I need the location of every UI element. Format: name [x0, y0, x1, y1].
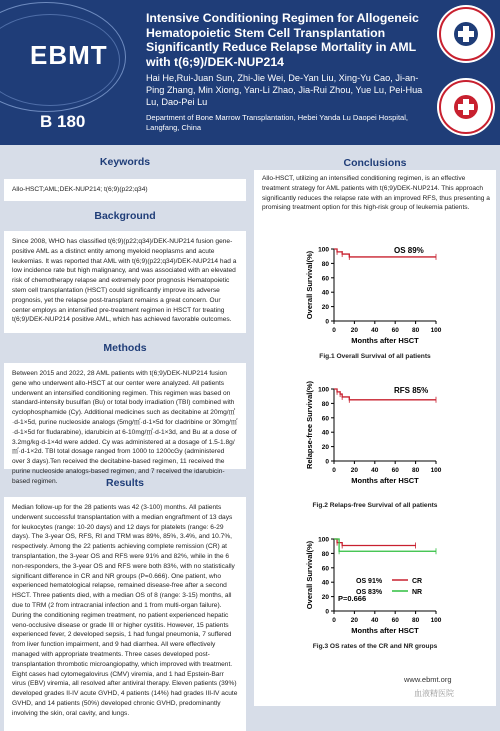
- y-axis-label: Overall Survival(%): [305, 250, 314, 320]
- series-line-0: [334, 539, 416, 545]
- conclusions-text: Allo-HSCT, utilizing an intensified conditioning regimen, is an effective treatment strategy for AML patients with t(6;9)/DEK-NUP214. This approach significantly reduces the relapse rate with an improved RFS, thus presenting a promising treatment option for this high-risk group of leukemia patients.: [262, 175, 490, 212]
- x-tick-label: 40: [371, 617, 379, 624]
- rfs-chart: [254, 375, 496, 500]
- x-tick-label: 60: [391, 617, 399, 624]
- x-tick-label: 0: [332, 327, 336, 334]
- institute-badge-icon: [437, 78, 495, 136]
- x-tick-label: 20: [350, 617, 359, 624]
- y-tick-label: 60: [321, 275, 329, 283]
- y-tick-label: 60: [321, 415, 329, 423]
- methods-text: Between 2015 and 2022, 28 AML patients with t(6;9)/DEK-NUP214 fusion gene who underwent allo-HSCT at our center were analyzed. All patients underwent an intensified conditioning regimen. This regimen was based on standard-intensity busulfan (Bu) or total body irradiation (TBI) combined with cyclophosphamide (Cy). Additional medicines such as decitabine at 20mg/㎡·d-1×5d, purine nucleoside analogs (5mg/㎡·d-1×5d for cladribine or 30mg/㎡·d-1×5d for fludarabine), idarubicin at 6-10mg/㎡·d-1×3d, and Bu at a dose of 3.2mg/kg·d-1×4d were added. Cy was administered at a dosage of 1.5-1.8g/㎡·d-1×2d. TBI total dosage ranged from 1000 to 1200cGy (administered over 3 days).Ten received the decitabine-based regimen, 11 received the purine nucleoside analogs-based regimen, and 7 received the idarubicin-based regimen.: [4, 363, 246, 469]
- x-tick-label: 80: [411, 467, 420, 474]
- x-tick-label: 40: [371, 327, 379, 334]
- y-tick-label: 100: [318, 386, 329, 394]
- x-tick-label: 60: [391, 327, 399, 334]
- legend-label: NR: [412, 589, 423, 596]
- y-tick-label: 0: [325, 318, 329, 326]
- medical-cross-icon: [454, 22, 478, 46]
- y-tick-label: 0: [325, 458, 329, 466]
- x-tick-label: 40: [371, 467, 379, 474]
- figure-3-caption: Fig.3 OS rates of the CR and NR groups: [312, 643, 438, 650]
- author-list: Hai He,Rui-Juan Sun, Zhi-Jie Wei, De-Yan Liu, Xing-Yu Cao, Ji-an-Ping Zhang, Min Xiong, Yan-Li Zhao, Jia-Rui Zhou, Yue Lu, Pei-Hua Lu, Dao-Pei Lu: [146, 73, 423, 107]
- y-tick-label: 40: [321, 579, 329, 587]
- cr-nr-os-chart: [254, 525, 496, 650]
- results-text: Median follow-up for the 28 patients was 42 (3-100) months. All patients underwent successful transplantation with a median engraftment of 13 days for leukocytes (range: 10-20 days) and 12 days for platelets (range: 6-29 days). The 3-year OS, RFS, RI and TRM was 89%, 85%, 3.4%, and 10.7%, respectively. Among the 22 patients achieving complete remission (CR) at transplantation, the 3-year OS and RFS were 91% and 82%, while in the 6 non-responders, the 3-year OS and RFS were both 83%, with no statistically significant difference in CR and NR groups (P=0.666). One patient, who experienced hematological relapse, remained disease-free after a second HSCT. Three patients died, with a median OS of 8 (range: 3-15) months, all due to TRM (2 from intracranial infection and 1 from multi-organ failure). During the conditioning regimen treatment, no patient experienced hepatic veno-occlusive disease or grade III or higher cystitis. However, 15 patients experienced fever, 2 developed sepsis, 1 had fungal pneumonia, 7 suffered from liver function impairment, and 9 had diarrhea. All were effectively managed with appropriate treatments. Three cases developed post-transplantation thrombotic microangiopathy, which improved with treatment. Eight cases had cytomegalovirus (CMV) viremia, and 1 had Epstein-Barr virus (EBV) viremia, all resolved after antiviral therapy. Eleven patients (39%) developed grades II-IV acute GVHD, 4 patients (14%) had grades III-IV acute GVHD, and 14 patients (50%) developed chronic GVHD, predominantly involving the skin, oral cavity, and lungs.: [4, 497, 246, 731]
- x-tick-label: 0: [332, 617, 336, 624]
- x-tick-label: 20: [350, 467, 359, 474]
- x-tick-label: 20: [350, 327, 359, 334]
- x-tick-label: 100: [430, 617, 442, 624]
- y-tick-label: 100: [318, 246, 329, 254]
- affiliation: Department of Bone Marrow Transplantation, Hebei Yanda Lu Daopei Hospital, Langfang, China: [146, 113, 408, 132]
- background-text: Since 2008, WHO has classified t(6;9)(p22;q34)/DEK-NUP214 fusion gene-positive AML as a distinct entity among myeloid neoplasms and acute leukemias. It was reported that AML with t(6;9)(p22;q34)/DEK-NUP214 had a low incidence rate but high malignancy, and was associated with an elevated risk of chemotherapy relapse and extremely poor prognosis Hematopoietic stem cell transplantation (HSCT) could significantly improve its adverse prognosis, yet the relapse post-transplant remains a great concern. Our center employs an intensified pre-treatment regimen in HSCT for treating t(6;9)/DEK-NUP214 positive AML, which has achieved favorable outcomes.: [4, 231, 246, 333]
- medical-cross-icon: [454, 95, 478, 119]
- x-tick-label: 80: [411, 327, 420, 334]
- keywords-heading: Keywords: [99, 156, 151, 168]
- background-heading: Background: [94, 210, 156, 222]
- os-chart: [254, 235, 496, 360]
- chart-title: OS 89%: [394, 246, 424, 255]
- conclusions-heading: Conclusions: [343, 157, 407, 169]
- hospital-badge-icon: [437, 5, 495, 63]
- y-tick-label: 80: [321, 260, 329, 268]
- footer-url[interactable]: www.ebmt.org: [404, 675, 452, 684]
- y-axis-label: Relapse-free Survival(%): [305, 381, 314, 469]
- left-column: [0, 145, 250, 731]
- y-tick-label: 0: [325, 608, 329, 616]
- x-tick-label: 60: [391, 467, 399, 474]
- figure-1: [254, 235, 496, 375]
- x-tick-label: 0: [332, 467, 336, 474]
- legend-stat: OS 91%: [356, 578, 383, 585]
- right-panel: [254, 170, 496, 706]
- methods-heading: Methods: [103, 342, 147, 354]
- figure-1-caption: Fig.1 Overall Survival of all patients: [319, 353, 431, 360]
- y-tick-label: 40: [321, 429, 329, 437]
- x-tick-label: 100: [430, 327, 442, 334]
- y-tick-label: 40: [321, 289, 329, 297]
- x-tick-label: 100: [430, 467, 442, 474]
- y-axis-label: Overall Survival(%): [305, 540, 314, 610]
- ebmt-logo: EBMT: [30, 40, 108, 70]
- x-axis-label: Months after HSCT: [351, 626, 419, 635]
- y-tick-label: 20: [321, 304, 329, 312]
- y-tick-label: 20: [321, 594, 329, 602]
- legend-stat: OS 83%: [356, 589, 383, 596]
- figure-3: [254, 525, 496, 665]
- watermark: 血液精医院: [414, 689, 454, 698]
- y-tick-label: 20: [321, 444, 329, 452]
- poster-header: [0, 0, 500, 145]
- figure-2-caption: Fig.2 Relaps-free Survival of all patients: [312, 502, 438, 509]
- y-tick-label: 100: [318, 536, 329, 544]
- poster-title: Intensive Conditioning Regimen for Allogeneic Hematopoietic Stem Cell Transplantation Significantly Reduce Relapse Mortality in AML with t(6;9)/DEK-NUP214: [146, 11, 419, 69]
- chart-title: RFS 85%: [394, 386, 429, 395]
- keywords-text: Allo-HSCT;AML;DEK-NUP214; t(6;9)(p22;q34): [4, 179, 246, 201]
- x-tick-label: 80: [411, 617, 420, 624]
- p-value-annotation: P=0.666: [338, 594, 367, 603]
- y-tick-label: 80: [321, 400, 329, 408]
- results-heading: Results: [106, 477, 144, 489]
- x-axis-label: Months after HSCT: [351, 336, 419, 345]
- legend-label: CR: [412, 578, 423, 585]
- y-tick-label: 80: [321, 550, 329, 558]
- x-axis-label: Months after HSCT: [351, 476, 419, 485]
- figure-2: [254, 375, 496, 515]
- y-tick-label: 60: [321, 565, 329, 573]
- poster-id: B 180: [40, 112, 86, 131]
